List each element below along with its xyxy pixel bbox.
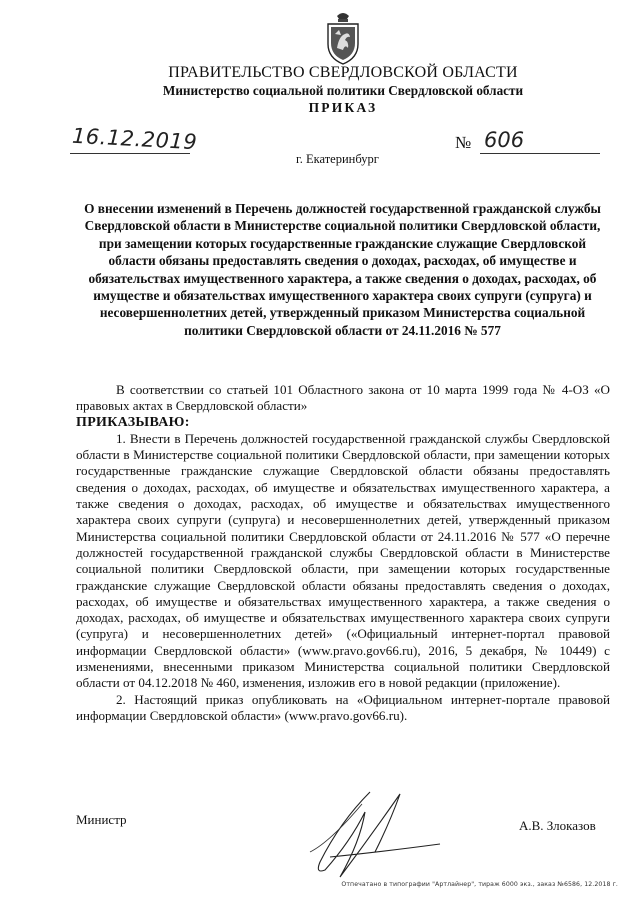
ministry-name: Министерство социальной политики Свердловской области <box>162 83 524 98</box>
order-heading: ПРИКАЗ <box>308 100 378 115</box>
signatory-title: Министр <box>76 812 127 827</box>
order-number: 606 <box>484 128 525 152</box>
preamble: В соответствии со статьей 101 Областного закона от 10 марта 1999 года № 4-ОЗ «О правовых актах в Свердловской области» <box>76 382 610 414</box>
order-body <box>76 382 610 724</box>
item-2: 2. Настоящий приказ опубликовать на «Официальном интернет-портале правовой информации Свердловской области» (www.pravo.gov66.ru). <box>76 691 610 723</box>
order-number-field <box>480 128 600 154</box>
signatory-name: А.В. Злоказов <box>519 818 596 833</box>
order-number-label: № <box>455 133 472 152</box>
decree-word: ПРИКАЗЫВАЮ: <box>76 414 190 430</box>
print-footnote: Отпечатано в типографии "Артлайнер", тираж 6000 экз., заказ №6586, 12.2018 г. <box>341 881 618 888</box>
coat-of-arms-icon <box>323 10 363 65</box>
handwritten-signature <box>270 782 450 882</box>
government-title: ПРАВИТЕЛЬСТВО СВЕРДЛОВСКОЙ ОБЛАСТИ <box>168 64 518 81</box>
order-date-field <box>70 123 198 155</box>
order-date: 16.12.2019 <box>71 123 198 155</box>
city: г. Екатеринбург <box>296 152 379 166</box>
item-1: 1. Внести в Перечень должностей государственной гражданской службы Свердловской области в Министерстве социальной политики Свердловской области, при замещении которых государственные гражданские служащие Свердловской области обязаны предоставлять сведения о доходах, расходах, об имуществе и обязательствах имущественного характера, а также сведения о доходах, расходах, об имуществе и обязательствах имущественного характера своих супруги (супруга) и несовершеннолетних детей, утвержденный приказом Министерства социальной политики Свердловской области от 24.11.2016 № 577 «О перечне должностей государственной гражданской службы Свердловской области в Министерстве социальной политики Свердловской области, при замещении которых государственные гражданские служащие Свердловской области обязаны предоставлять сведения о доходах, расходах, об имуществе и обязательствах имущественного характера, а также сведения о доходах, расходах, об имуществе и обязательствах имущественного характера своих супруги (супруга) и несовершеннолетних детей» («Официальный интернет-портал правовой информации Свердловской области» (www.pravo.gov66.ru), 2016, 5 декабря, № 10449) с изменениями, внесенными приказом Министерства социальной политики Свердловской области от 04.12.2018 № 460, изменения, изложив его в новой редакции (приложение). <box>76 430 610 691</box>
order-subject: О внесении изменений в Перечень должностей государственной гражданской службы Свердловской области в Министерстве социальной политики Свердловской области, при замещении которых государственные гражданские служащие Свердловской области обязаны предоставлять сведения о доходах, расходах, об имуществе и обязательствах имущественного характера, а также сведения о доходах, расходах, об имуществе и обязательствах имущественного характера своих супруги (супруга) и несовершеннолетних детей, утвержденный приказом Министерства социальной политики Свердловской области от 24.11.2016 № 577 <box>84 201 601 338</box>
